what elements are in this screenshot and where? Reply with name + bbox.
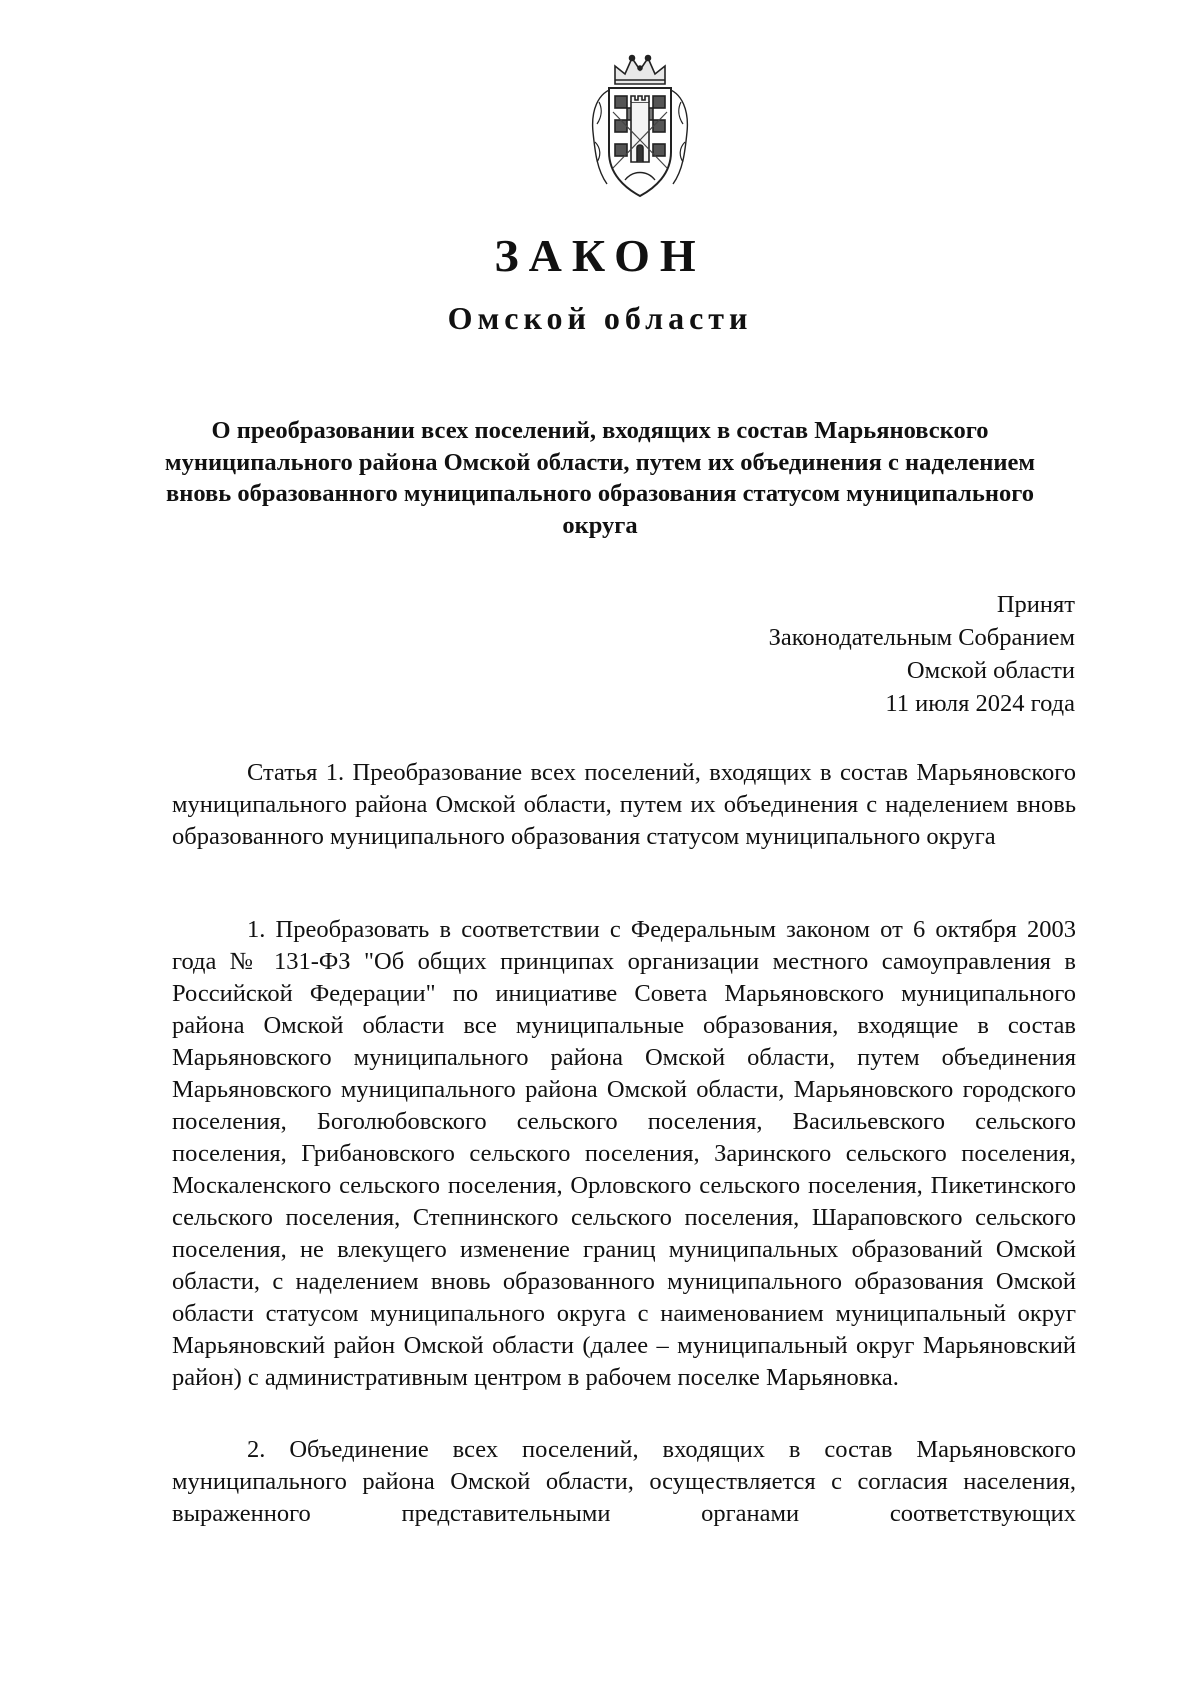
article-paragraph-1: [172, 914, 1076, 1394]
article-heading: [172, 757, 1076, 853]
paragraph-2-text: 2. Объединение всех поселений, входящих в состав Марьяновского муниципального района Омской области, осуществляется с согласия населения, выраженного представительными органами соответствующих: [172, 1436, 1076, 1527]
paragraph-1-text: 1. Преобразовать в соответствии с Федеральным законом от 6 октября 2003 года № 131-ФЗ "Об общих принципах организации местного самоуправления в Российской Федерации" по инициативе Совета Марьяновского муниципального района Омской области все муниципальные образования, входящие в состав Марьяновского муниципального района Омской области, путем объединения Марьяновского муниципального района Омской области, Марьяновского городского поселения, Боголюбовского сельского поселения, Васильевского сельского поселения, Грибановского сельского поселения, Заринского сельского поселения, Москаленского сельского поселения, Орловского сельского поселения, Пикетинского сельского поселения, Степнинского сельского поселения, Шараповского сельского поселения, не влекущего изменение границ муниципальных образований Омской области, с наделением вновь образованного муниципального образования Омской области статусом муниципального округа с наименованием муниципальный округ Марьяновский район Омской области (далее – муниципальный округ Марьяновский район) с административным центром в рабочем поселке Марьяновка.: [172, 916, 1076, 1391]
law-title: О преобразовании всех поселений, входящих в состав Марьяновского муниципального района Омской области, путем их объединения с наделением вновь образованного муниципального образования статусом муниципального округа: [164, 417, 1036, 539]
article-paragraph-2: [172, 1434, 1076, 1530]
adoption-line-2: Законодательным Собранием: [768, 624, 1075, 651]
adoption-line-3: Омской области: [906, 657, 1075, 684]
article-heading-text: Статья 1. Преобразование всех поселений, входящих в состав Марьяновского муниципального района Омской области, путем их объединения с наделением вновь образованного муниципального образования статусом муниципального округа: [172, 759, 1076, 850]
adoption-line-1: Принят: [996, 591, 1075, 618]
adoption-date: 11 июля 2024 года: [885, 690, 1075, 717]
adoption-block: [595, 588, 1075, 720]
document-title: ЗАКОН: [494, 230, 706, 281]
omsk-oblast-coat-of-arms-icon: [585, 52, 695, 202]
document-subtitle: Омской области: [447, 300, 753, 336]
